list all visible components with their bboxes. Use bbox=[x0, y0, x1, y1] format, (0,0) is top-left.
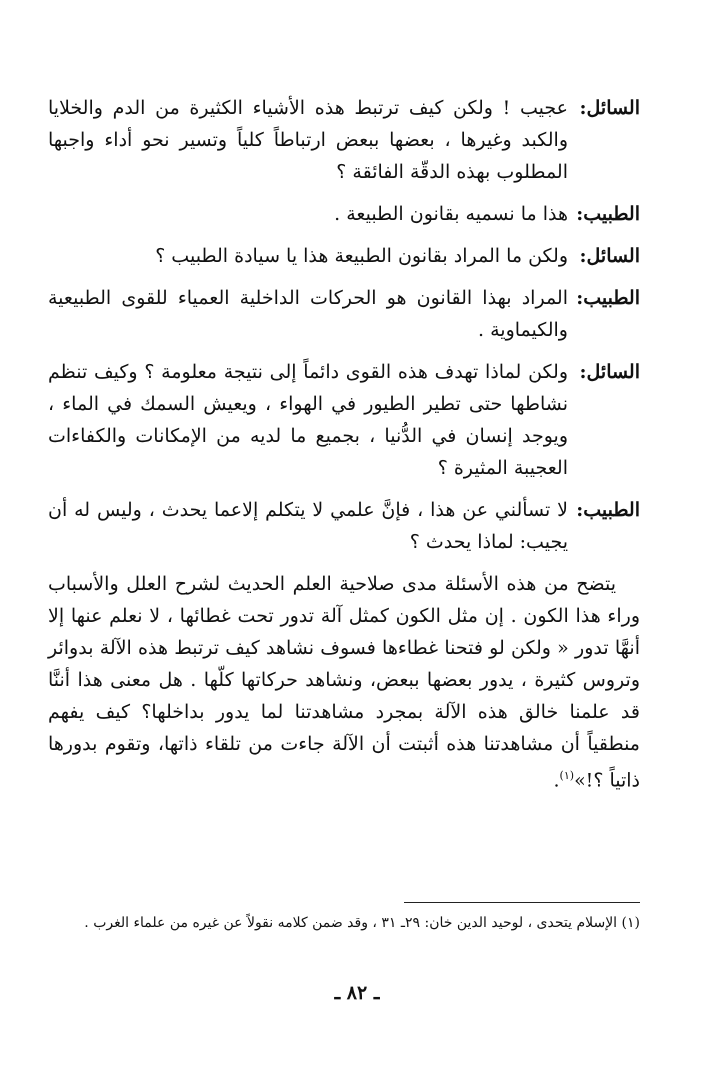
speaker-label: الطبيب: bbox=[576, 203, 640, 225]
speaker-label: السائل: bbox=[579, 361, 640, 383]
speech-text: لا تسألني عن هذا ، فإنَّ علمي لا يتكلم إلاعما يحدث ، وليس له أن يجيب: لماذا يحدث ؟ bbox=[48, 499, 568, 553]
footnote-divider bbox=[404, 902, 640, 903]
footnote: (١) الإسلام يتحدى ، لوحيد الدين خان: ٢٩ـ ٣١ ، وقد ضمن كلامه نقولاً عن غيره من علماء الغرب . bbox=[84, 915, 640, 931]
body-paragraph: يتضح من هذه الأسئلة مدى صلاحية العلم الحديث لشرح العلل والأسباب وراء هذا الكون . إن مثل الكون كمثل آلة تدور تحت غطائها ، لا نعلم عنها إلا أنهَّا تدور « ولكن لو فتحنا غطاءها فسوف نشاهد كيف ترتبط هذه الآلة بدوائر وتروس كثيرة ، يدور بعضها ببعض، ونشاهد حركاتها كلّها . هل معنى هذا أننَّا قد علمنا خالق هذه الآلة بمجرد مشاهدتنا لما يدور بداخلها؟ كيف يفهم منطقياً أن مشاهدتنا هذه أثبتت أن الآلة جاءت من تلقاء ذاتها، وتقوم بدورها ذاتياً ؟!»$^{(١)}$. bbox=[48, 573, 640, 792]
dialogue-line bbox=[48, 494, 640, 558]
speech-text: المراد بهذا القانون هو الحركات الداخلية العمياء للقوى الطبيعية والكيماوية . bbox=[48, 287, 568, 341]
speech-text: ولكن ما المراد بقانون الطبيعة هذا يا سيادة الطبيب ؟ bbox=[155, 245, 568, 267]
dialogue-line bbox=[48, 198, 640, 230]
dialogue-line bbox=[48, 240, 640, 272]
document-body bbox=[48, 92, 640, 815]
speaker-label: السائل: bbox=[579, 245, 640, 267]
dialogue-line bbox=[48, 282, 640, 346]
speaker-label: السائل: bbox=[579, 97, 640, 119]
page-number: ـ ٨٢ ـ bbox=[334, 982, 380, 1004]
footnote-marker: (١) bbox=[559, 769, 575, 782]
speech-text: عجيب ! ولكن كيف ترتبط هذه الأشياء الكثيرة من الدم والخلايا والكبد وغيرها ، بعضها ببعض ارتباطاً كلياً وتسير نحو أداء واجبها المطلوب بهذه الدقّة الفائقة ؟ bbox=[48, 97, 568, 183]
speaker-label: الطبيب: bbox=[576, 287, 640, 309]
speech-text: ولكن لماذا تهدف هذه القوى دائماً إلى نتيجة معلومة ؟ وكيف تنظم نشاطها حتى تطير الطيور في الهواء ، ويعيش السمك في الماء ، ويوجد إنسان في الدُّنيا ، بجميع ما لديه من الإمكانات والكفاءات العجيبة المثيرة ؟ bbox=[48, 361, 568, 479]
paragraph-text: يتضح من هذه الأسئلة مدى صلاحية العلم الحديث لشرح العلل والأسباب وراء هذا الكون . إن مثل الكون كمثل آلة تدور تحت غطائها ، لا نعلم عنها إلا أنهَّا تدور « ولكن لو فتحنا غطاءها فسوف نشاهد كيف ترتبط هذه الآلة بدوائر وتروس كثيرة ، يدور بعضها ببعض، ونشاهد حركاتها كلّها . هل معنى هذا أننَّا قد علمنا خالق هذه الآلة بمجرد مشاهدتنا لما يدور بداخلها؟ كيف يفهم منطقياً أن مشاهدتنا هذه أثبتت أن الآلة جاءت من تلقاء ذاتها، وتقوم بدورها ذاتياً ؟!» bbox=[48, 573, 640, 792]
speech-text: هذا ما نسميه بقانون الطبيعة . bbox=[334, 203, 568, 225]
dialogue-line bbox=[48, 356, 640, 484]
speaker-label: الطبيب: bbox=[576, 499, 640, 521]
dialogue-line bbox=[48, 92, 640, 188]
